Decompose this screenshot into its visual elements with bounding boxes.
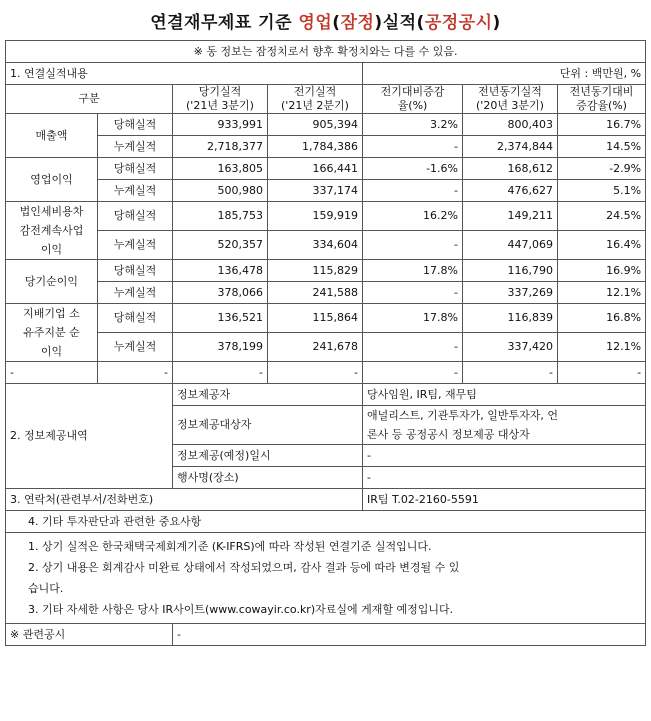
section-4-title: 4. 기타 투자판단과 관련한 중요사항: [6, 511, 646, 533]
row-name-controlling-net-income: 지배기업 소 유주지분 순 이익: [6, 304, 98, 362]
value-cell: 241,678: [268, 333, 363, 362]
value-cell: 5.1%: [558, 180, 646, 202]
header-category: 구분: [6, 85, 173, 114]
related-value: -: [173, 624, 646, 646]
value-cell: -: [363, 136, 463, 158]
info-value: 당사임원, IR팀, 재무팀: [363, 384, 646, 406]
contact-value: IR팀 T.02-2160-5591: [363, 489, 646, 511]
value-cell: 2,718,377: [173, 136, 268, 158]
value-cell: 378,199: [173, 333, 268, 362]
notes-body: [6, 533, 646, 624]
table-row: [6, 114, 646, 136]
period-label: 누계실적: [98, 180, 173, 202]
value-cell: 24.5%: [558, 202, 646, 231]
value-cell: 116,839: [463, 304, 558, 333]
value-cell: 115,864: [268, 304, 363, 333]
note-item: 3. 기타 자세한 사항은 당사 IR사이트(www.cowayir.co.kr)자료실에 게재할 예정입니다.: [28, 603, 454, 616]
note-item: 습니다.: [28, 582, 64, 595]
info-label: 정보제공대상자: [173, 406, 363, 445]
period-label: 누계실적: [98, 282, 173, 304]
table-row: [6, 202, 646, 231]
table-row: [6, 282, 646, 304]
value-cell: 14.5%: [558, 136, 646, 158]
value-cell: -: [363, 333, 463, 362]
value-cell: 520,357: [173, 231, 268, 260]
info-label: 행사명(장소): [173, 467, 363, 489]
period-label: 당해실적: [98, 114, 173, 136]
value-cell: 17.8%: [363, 260, 463, 282]
value-cell: 2,374,844: [463, 136, 558, 158]
notes-row: [6, 533, 646, 624]
period-label: 누계실적: [98, 136, 173, 158]
value-cell: -: [558, 362, 646, 384]
value-cell: 16.8%: [558, 304, 646, 333]
value-cell: 136,521: [173, 304, 268, 333]
value-cell: -: [6, 362, 98, 384]
value-cell: 337,174: [268, 180, 363, 202]
info-value: -: [363, 467, 646, 489]
row-name-pretax-income: 법인세비용차 감전계속사업 이익: [6, 202, 98, 260]
unit-label: 단위 : 백만원, %: [363, 63, 646, 85]
value-cell: 800,403: [463, 114, 558, 136]
header-current: 당기실적 ('21년 3분기): [173, 85, 268, 114]
value-cell: 136,478: [173, 260, 268, 282]
table-row: [6, 304, 646, 333]
value-cell: 166,441: [268, 158, 363, 180]
header-yoy-rate: 전년동기대비 증감율(%): [558, 85, 646, 114]
row-name-operating-profit: 영업이익: [6, 158, 98, 202]
period-label: 당해실적: [98, 202, 173, 231]
section-2-title: 2. 정보제공내역: [6, 384, 173, 489]
value-cell: -: [98, 362, 173, 384]
value-cell: 16.4%: [558, 231, 646, 260]
value-cell: -: [463, 362, 558, 384]
period-label: 당해실적: [98, 158, 173, 180]
value-cell: 115,829: [268, 260, 363, 282]
table-row: [6, 231, 646, 260]
period-label: 당해실적: [98, 260, 173, 282]
table-header: [6, 85, 646, 114]
value-cell: 185,753: [173, 202, 268, 231]
value-cell: 337,420: [463, 333, 558, 362]
value-cell: 334,604: [268, 231, 363, 260]
value-cell: 17.8%: [363, 304, 463, 333]
value-cell: 12.1%: [558, 282, 646, 304]
empty-row: [6, 362, 646, 384]
disclosure-table: [5, 40, 646, 646]
value-cell: 3.2%: [363, 114, 463, 136]
table-row: [6, 180, 646, 202]
value-cell: 337,269: [463, 282, 558, 304]
contact-row: [6, 489, 646, 511]
table-row: [6, 136, 646, 158]
header-previous: 전기실적 ('21년 2분기): [268, 85, 363, 114]
value-cell: 16.2%: [363, 202, 463, 231]
info-label: 정보제공자: [173, 384, 363, 406]
notice: ※ 동 정보는 잠정치로서 향후 확정치와는 다를 수 있음.: [6, 41, 646, 63]
value-cell: 12.1%: [558, 333, 646, 362]
value-cell: 163,805: [173, 158, 268, 180]
value-cell: 378,066: [173, 282, 268, 304]
header-yoy-period: 전년동기실적 ('20년 3분기): [463, 85, 558, 114]
value-cell: 905,394: [268, 114, 363, 136]
info-value: -: [363, 445, 646, 467]
period-label: 누계실적: [98, 333, 173, 362]
period-label: 누계실적: [98, 231, 173, 260]
value-cell: 1,784,386: [268, 136, 363, 158]
value-cell: 500,980: [173, 180, 268, 202]
value-cell: 149,211: [463, 202, 558, 231]
section-3-title: 3. 연락처(관련부서/전화번호): [6, 489, 363, 511]
info-row: [6, 384, 646, 406]
note-item: 2. 상기 내용은 회계감사 미완료 상태에서 작성되었으며, 감사 결과 등에 따라 변경될 수 있: [28, 561, 460, 574]
value-cell: 116,790: [463, 260, 558, 282]
value-cell: 447,069: [463, 231, 558, 260]
value-cell: -: [363, 362, 463, 384]
value-cell: -: [268, 362, 363, 384]
value-cell: 159,919: [268, 202, 363, 231]
info-value: 애널리스트, 기관투자가, 일반투자자, 언 론사 등 공정공시 정보제공 대상자: [363, 406, 646, 445]
page-title: 연결재무제표 기준 영업(잠정)실적(공정공시): [150, 13, 501, 33]
value-cell: -1.6%: [363, 158, 463, 180]
value-cell: 476,627: [463, 180, 558, 202]
table-row: [6, 260, 646, 282]
value-cell: 168,612: [463, 158, 558, 180]
related-label: ※ 관련공시: [6, 624, 173, 646]
related-row: [6, 624, 646, 646]
value-cell: -: [363, 180, 463, 202]
row-name-revenue: 매출액: [6, 114, 98, 158]
value-cell: -: [363, 231, 463, 260]
value-cell: -: [363, 282, 463, 304]
section-1-title: 1. 연결실적내용: [6, 63, 363, 85]
value-cell: 241,588: [268, 282, 363, 304]
value-cell: -2.9%: [558, 158, 646, 180]
value-cell: 933,991: [173, 114, 268, 136]
notes-row: [6, 511, 646, 533]
row-name-net-income: 당기순이익: [6, 260, 98, 304]
value-cell: -: [173, 362, 268, 384]
info-label: 정보제공(예정)일시: [173, 445, 363, 467]
value-cell: 16.7%: [558, 114, 646, 136]
table-row: [6, 158, 646, 180]
value-cell: 16.9%: [558, 260, 646, 282]
period-label: 당해실적: [98, 304, 173, 333]
note-item: 1. 상기 실적은 한국채택국제회계기준 (K-IFRS)에 따라 작성된 연결기준 실적입니다.: [28, 540, 432, 553]
table-row: [6, 333, 646, 362]
header-qoq-rate: 전기대비증감 율(%): [363, 85, 463, 114]
